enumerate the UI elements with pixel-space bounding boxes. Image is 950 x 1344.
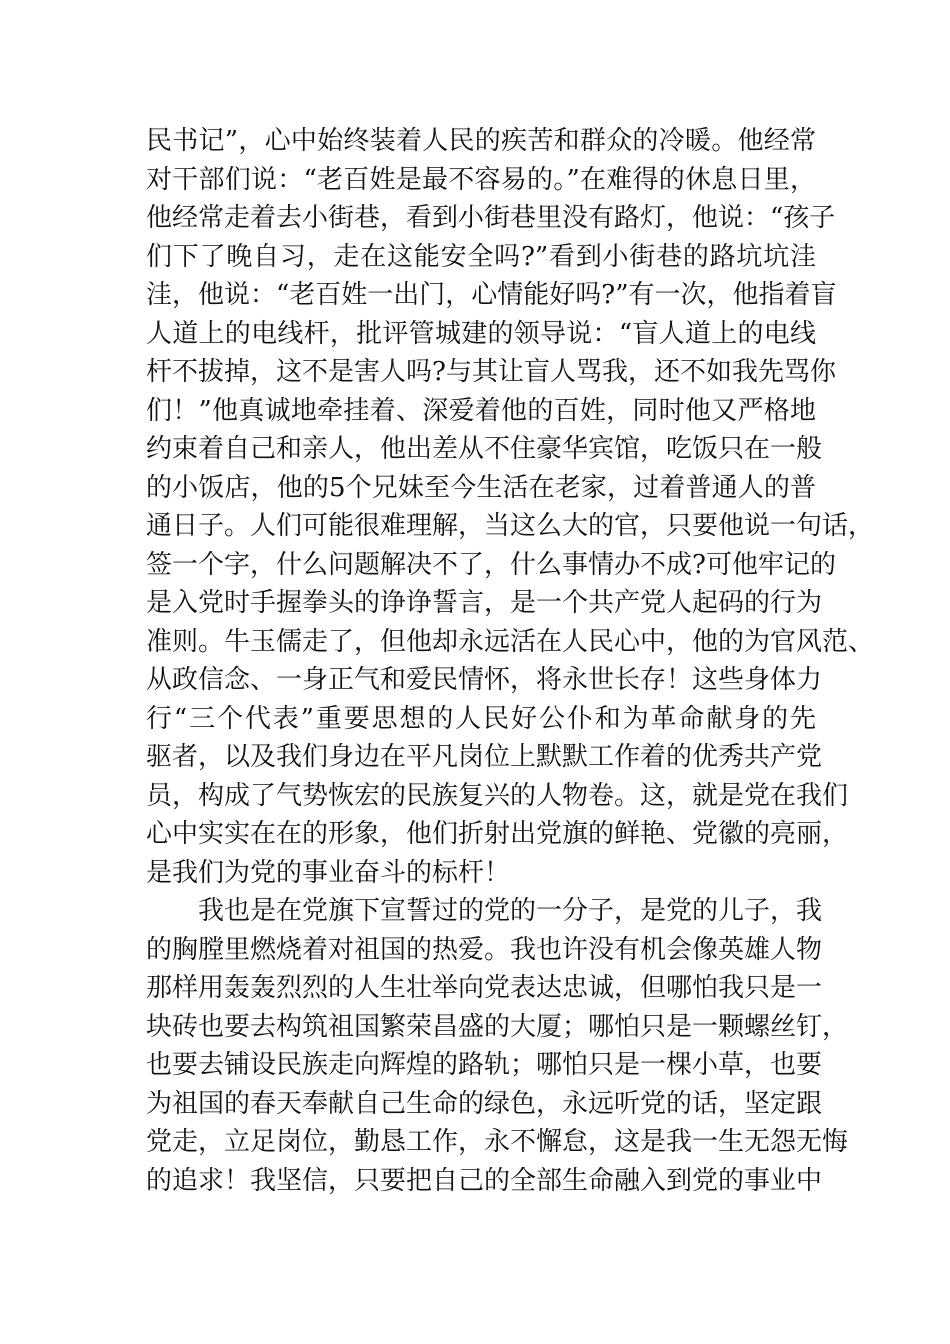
text-line: 的追求！我坚信，只要把自己的全部生命融入到党的事业中 (146, 1165, 823, 1196)
text-line: 民书记”，心中始终装着人民的疾苦和群众的冷暖。他经常 (146, 126, 816, 156)
text-line: 签一个字，什么问题解决不了，什么事情办不成?可他牢记的 (146, 549, 836, 580)
text-line: 心中实实在在的形象，他们折射出党旗的鲜艳、党徽的亮丽， (146, 819, 849, 849)
text-line: 们！”他真诚地牵挂着、深爱着他的百姓，同时他又严格地 (146, 395, 816, 426)
text-line: 对干部们说：“老百姓是最不容易的。”在难得的休息日里， (146, 164, 816, 195)
text-line: 那样用轰轰烈烈的人生壮举向党表达忠诚，但哪怕我只是一 (146, 973, 823, 1003)
text-line: 的小饭店，他的5个兄妹至今生活在老家，过着普通人的普 (146, 472, 816, 503)
text-line: 党走，立足岗位，勤恳工作，永不懈怠，这是我一生无怨无悔 (146, 1127, 849, 1157)
text-line: 的胸膛里燃烧着对祖国的热爱。我也许没有机会像英雄人物 (146, 934, 823, 965)
text-line: 员，构成了气势恢宏的民族复兴的人物卷。这，就是党在我们 (146, 780, 849, 811)
text-line: 通日子。人们可能很难理解，当这么大的官，只要他说一句话， (146, 511, 875, 541)
text-line: 他经常走着去小街巷，看到小街巷里没有路灯，他说：“孩子 (146, 203, 836, 233)
text-line: 约束着自己和亲人，他出差从不住豪华宾馆，吃饭只在一般 (146, 434, 823, 464)
text-line: 是我们为党的事业奋斗的标杆！ (146, 857, 511, 888)
text-line: 杆不拔掉，这不是害人吗?与其让盲人骂我，还不如我先骂你 (146, 357, 836, 387)
body-text (146, 122, 875, 1200)
text-line: 驱者，以及我们身边在平凡岗位上默默工作着的优秀共产党 (146, 742, 823, 772)
text-line: 行“三个代表”重要思想的人民好公仆和为革命献身的先 (146, 703, 816, 734)
text-line: 洼，他说：“老百姓一出门，心情能好吗?”有一次，他指着盲 (146, 280, 837, 310)
text-line: 从政信念、一身正气和爱民情怀，将永世长存！这些身体力 (146, 665, 823, 695)
text-line: 人道上的电线杆，批评管城建的领导说：“盲人道上的电线 (146, 318, 816, 349)
text-line: 我也是在党旗下宣誓过的党的一分子，是党的儿子，我 (198, 896, 823, 926)
text-line: 为祖国的春天奉献自己生命的绿色，永远听党的话，坚定跟 (146, 1088, 823, 1119)
text-line: 准则。牛玉儒走了，但他却永远活在人民心中，他的为官风范、 (146, 626, 875, 657)
text-line: 们下了晚自习，走在这能安全吗?”看到小街巷的路坑坑洼 (146, 241, 816, 272)
text-line: 也要去铺设民族走向辉煌的路轨；哪怕只是一棵小草，也要 (146, 1050, 823, 1080)
text-line: 块砖也要去构筑祖国繁荣昌盛的大厦；哪怕只是一颗螺丝钉， (146, 1011, 849, 1042)
text-line: 是入党时手握拳头的诤诤誓言，是一个共产党人起码的行为 (146, 588, 823, 618)
